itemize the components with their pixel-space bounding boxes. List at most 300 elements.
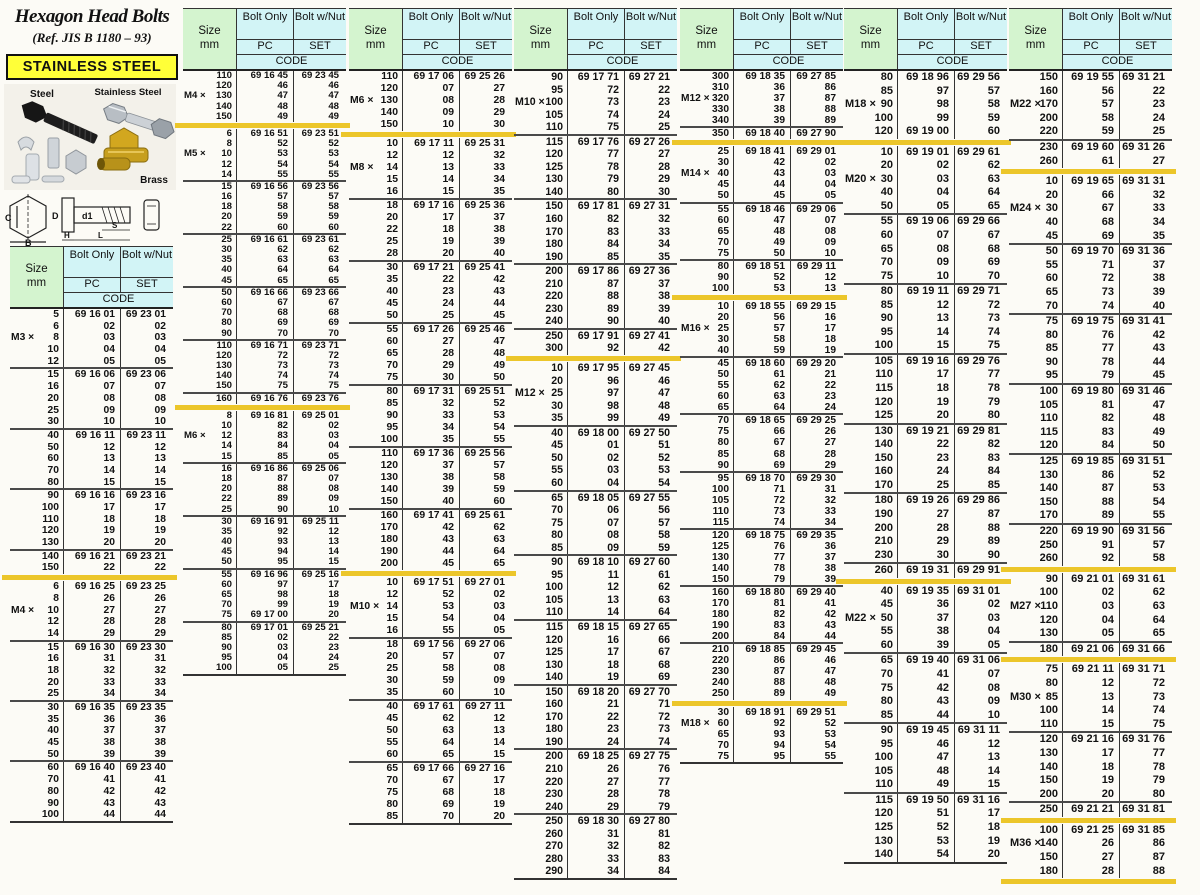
size-value: 45 — [386, 713, 398, 724]
table-row — [1009, 259, 1172, 273]
pc-code-cell: 96 — [568, 375, 625, 388]
pc-code-cell: 69 17 66 — [403, 763, 460, 775]
table-row — [514, 330, 677, 343]
size-value: 30 — [47, 416, 59, 428]
table-row — [183, 112, 346, 122]
size-value: 70 — [47, 464, 59, 476]
size-cell — [680, 415, 734, 426]
size-value: 45 — [717, 358, 729, 370]
table-row — [349, 534, 512, 546]
bolt-table-3 — [349, 8, 512, 825]
pc-code-cell: 56 — [1063, 85, 1120, 99]
size-value: 160 — [545, 213, 563, 226]
set-code-cell: 50 — [1152, 439, 1165, 452]
set-code-cell: 79 — [658, 800, 670, 813]
size-group — [10, 490, 173, 548]
pc-code-cell: 27 — [1063, 851, 1120, 865]
size-cell — [10, 416, 64, 428]
size-group — [680, 587, 843, 642]
pc-header: PC — [568, 40, 625, 54]
size-value: 65 — [717, 728, 729, 740]
set-code-cell: 69 23 40 — [125, 762, 166, 774]
size-value: 150 — [545, 685, 563, 698]
size-cell — [844, 71, 898, 85]
table-row — [1009, 98, 1172, 112]
set-code-cell: 54 — [1152, 495, 1165, 508]
set-code-cell: 69 23 01 — [125, 309, 166, 320]
set-code-cell: 69 23 56 — [301, 180, 339, 192]
table-row — [183, 557, 346, 567]
pc-code-cell: 01 — [568, 439, 625, 452]
size-cell — [1009, 573, 1063, 587]
set-code-cell: 75 — [987, 339, 1000, 352]
table-row — [349, 460, 512, 472]
pc-code-cell: 55 — [403, 625, 460, 637]
metric-label: M12 × — [515, 387, 545, 400]
pc-code-cell: 38 — [64, 737, 121, 749]
size-cell — [1009, 718, 1063, 732]
size-cell — [1009, 71, 1063, 85]
table-row — [183, 452, 346, 462]
table-row — [1009, 300, 1172, 314]
table-row — [1009, 155, 1172, 169]
set-code-cell: 37 — [154, 725, 166, 737]
size-value: 60 — [717, 717, 729, 729]
pc-code-cell: 99 — [568, 412, 625, 425]
set-code-cell: 04 — [987, 625, 1000, 638]
size-value: 6 — [53, 320, 59, 332]
table-row — [514, 686, 677, 699]
table-row — [10, 562, 173, 574]
table-row — [844, 585, 1007, 599]
size-cell — [10, 393, 64, 405]
size-cell — [183, 505, 237, 515]
pc-code-cell: 08 — [64, 393, 121, 405]
set-code-cell: 69 25 26 — [464, 71, 505, 82]
set-code-cell: 69 29 11 — [796, 260, 836, 272]
set-code-cell: 16 — [824, 311, 836, 323]
table-row — [514, 387, 677, 400]
size-group — [1009, 733, 1172, 801]
set-code-cell: 05 — [824, 190, 836, 202]
size-group — [514, 492, 677, 555]
pc-code-cell: 02 — [237, 633, 294, 643]
size-cell — [349, 496, 403, 508]
size-value: 50 — [717, 190, 729, 202]
metric-label: M24 × — [1010, 202, 1041, 215]
size-value: 150 — [380, 496, 398, 507]
size-value: 140 — [1039, 837, 1058, 850]
table-row — [680, 104, 843, 115]
pc-code-cell: 28 — [64, 616, 121, 628]
size-cell — [680, 237, 734, 248]
set-code-cell: 35 — [493, 186, 505, 197]
size-group — [1009, 175, 1172, 243]
size-group — [183, 71, 346, 122]
size-value: 60 — [47, 453, 59, 465]
size-cell — [844, 256, 898, 270]
size-value: 140 — [545, 185, 563, 198]
table-row — [514, 148, 677, 161]
pc-code-cell: 83 — [1063, 426, 1120, 440]
size-group — [10, 581, 173, 639]
size-value: 10 — [221, 148, 232, 160]
code-header: CODE — [237, 54, 346, 69]
size-value: 30 — [386, 675, 398, 686]
size-group — [680, 415, 843, 470]
table-row — [10, 551, 173, 563]
metric-label: M18 × — [681, 717, 710, 729]
size-cell — [1009, 286, 1063, 300]
set-code-cell: 32 — [658, 213, 670, 226]
size-value: 50 — [880, 611, 893, 624]
pc-code-cell: 12 — [898, 299, 955, 313]
pc-code-cell: 69 16 35 — [64, 702, 121, 714]
pc-code-cell: 18 — [568, 659, 625, 672]
set-code-cell: 69 27 70 — [628, 685, 670, 698]
size-value: 6 — [53, 581, 59, 593]
size-cell — [514, 606, 568, 619]
set-code-cell: 69 25 06 — [301, 462, 339, 474]
size-cell — [844, 494, 898, 508]
set-code-cell: 55 — [493, 434, 505, 445]
size-cell — [514, 569, 568, 582]
pc-code-cell: 87 — [1063, 482, 1120, 496]
size-value: 30 — [717, 157, 729, 169]
size-value: 130 — [380, 472, 398, 483]
table-body — [10, 309, 173, 823]
size-cell — [349, 274, 403, 286]
table-row — [10, 393, 173, 405]
size-value: 150 — [380, 119, 398, 130]
set-code-cell: 71 — [658, 698, 670, 711]
pc-code-cell: 97 — [898, 85, 955, 99]
size-cell — [349, 749, 403, 761]
size-value: 160 — [545, 698, 563, 711]
size-value: 100 — [215, 662, 232, 674]
info-block — [4, 6, 180, 246]
table-row — [844, 639, 1007, 653]
pc-code-cell: 69 — [237, 318, 294, 328]
set-code-cell: 59 — [987, 111, 1000, 124]
size-value: 140 — [215, 100, 232, 112]
size-value: 40 — [1045, 215, 1058, 228]
pc-code-cell: 64 — [734, 402, 791, 413]
pc-code-cell: 33 — [64, 677, 121, 689]
pc-code-cell: 73 — [237, 361, 294, 371]
pc-code-cell: 92 — [1063, 552, 1120, 566]
set-code-cell: 90 — [987, 548, 1000, 561]
size-value: 16 — [47, 381, 59, 393]
pc-code-cell: 79 — [568, 173, 625, 186]
size-cell — [349, 236, 403, 248]
size-cell — [514, 659, 568, 672]
size-value: 210 — [545, 277, 563, 290]
size-cell — [1009, 342, 1063, 356]
pc-code-cell: 87 — [237, 474, 294, 484]
size-value: 85 — [386, 398, 398, 409]
size-value: 75 — [717, 750, 729, 762]
pc-code-cell: 22 — [403, 274, 460, 286]
table-row — [680, 402, 843, 413]
yellow-separator — [836, 579, 1011, 584]
size-value: 200 — [1039, 111, 1058, 124]
table-row — [1009, 315, 1172, 329]
pc-code-cell: 69 16 01 — [64, 309, 121, 321]
table-row — [183, 633, 346, 643]
size-cell — [844, 625, 898, 639]
size-group — [680, 261, 843, 294]
set-code-cell: 36 — [154, 713, 166, 725]
pc-code-cell: 60 — [237, 223, 294, 233]
set-code-cell: 19 — [154, 525, 166, 537]
pc-code-cell: 32 — [403, 398, 460, 410]
material-badge: STAINLESS STEEL — [6, 54, 178, 80]
size-value: 90 — [551, 556, 563, 569]
set-code-cell: 02 — [987, 598, 1000, 611]
size-value: 80 — [880, 695, 893, 708]
table-row — [1009, 356, 1172, 370]
set-code-cell: 46 — [658, 374, 670, 387]
pc-code-cell: 52 — [237, 139, 294, 149]
table-row — [1009, 614, 1172, 628]
table-row — [349, 138, 512, 150]
set-code-cell: 65 — [493, 558, 505, 569]
size-cell — [349, 336, 403, 348]
size-cell — [680, 677, 734, 688]
bolt-table-2 — [183, 8, 346, 676]
table-row — [349, 200, 512, 212]
table-row — [183, 590, 346, 600]
table-row — [183, 474, 346, 484]
pc-code-cell: 69 19 35 — [898, 585, 955, 599]
size-value: 20 — [551, 374, 563, 387]
pc-code-cell: 74 — [1063, 300, 1120, 314]
size-value: 10 — [47, 604, 59, 616]
size-value: 65 — [880, 242, 893, 255]
size-value: 180 — [874, 494, 893, 507]
table-row — [844, 326, 1007, 340]
size-value: 160 — [874, 465, 893, 478]
set-code-cell: 60 — [987, 125, 1000, 138]
pc-code-cell: 89 — [568, 303, 625, 316]
table-row — [680, 530, 843, 541]
set-code-cell: 17 — [824, 322, 836, 334]
set-code-cell: 81 — [658, 827, 670, 840]
size-header-cell: Size mm — [514, 9, 568, 69]
pc-code-cell: 69 17 91 — [568, 330, 625, 343]
size-value: 170 — [545, 225, 563, 238]
table-row — [844, 229, 1007, 243]
pc-code-cell: 76 — [734, 541, 791, 552]
pc-code-cell: 82 — [237, 421, 294, 431]
size-value: 16 — [386, 625, 398, 636]
table-row — [680, 272, 843, 283]
size-value: 160 — [712, 587, 729, 599]
set-code-cell: 72 — [1152, 676, 1165, 689]
size-value: 20 — [221, 483, 232, 495]
set-code-cell: 17 — [987, 807, 1000, 820]
pc-code-cell: 02 — [568, 452, 625, 465]
size-value: 70 — [880, 256, 893, 269]
table-row — [514, 542, 677, 555]
pc-code-cell: 69 17 31 — [403, 386, 460, 398]
size-cell — [514, 226, 568, 239]
metric-label: M10 × — [350, 601, 380, 612]
page-title: Hexagon Head Bolts — [14, 6, 170, 27]
size-value: 25 — [47, 404, 59, 416]
size-value: 130 — [874, 834, 893, 847]
set-code-cell: 57 — [1152, 538, 1165, 551]
size-cell — [10, 653, 64, 665]
table-row — [183, 505, 346, 515]
table-row — [1009, 865, 1172, 879]
table-row — [680, 261, 843, 272]
size-group — [10, 642, 173, 700]
pc-code-cell: 09 — [64, 405, 121, 417]
set-code-cell: 69 27 65 — [628, 620, 670, 633]
size-group — [1009, 663, 1172, 731]
pc-code-cell: 69 19 50 — [898, 794, 955, 808]
size-cell — [514, 504, 568, 517]
pc-code-cell: 72 — [237, 351, 294, 361]
size-cell — [514, 594, 568, 607]
size-cell — [514, 148, 568, 161]
pc-code-cell: 86 — [1063, 469, 1120, 483]
size-cell — [349, 775, 403, 787]
size-value: 160 — [380, 510, 398, 521]
size-cell — [844, 654, 898, 668]
size-value: 100 — [380, 434, 398, 445]
table-row — [844, 452, 1007, 466]
size-cell — [349, 310, 403, 322]
size-value: 75 — [386, 372, 398, 383]
size-group — [349, 138, 512, 198]
size-value: 90 — [717, 459, 729, 471]
size-value: 20 — [386, 651, 398, 662]
size-cell — [680, 226, 734, 237]
table-row — [1009, 272, 1172, 286]
size-cell — [1009, 496, 1063, 510]
pc-code-cell: 72 — [568, 84, 625, 97]
size-cell — [514, 278, 568, 291]
set-code-cell: 69 23 71 — [301, 339, 339, 351]
pc-code-cell: 43 — [734, 168, 791, 179]
bolt-table-5 — [680, 8, 843, 764]
set-code-cell: 44 — [493, 298, 505, 309]
pc-code-cell: 28 — [898, 522, 955, 536]
size-cell — [680, 146, 734, 157]
set-code-cell: 69 27 90 — [796, 128, 836, 140]
size-group — [514, 362, 677, 425]
size-cell — [349, 224, 403, 236]
set-code-cell: 33 — [154, 676, 166, 688]
size-value: 30 — [47, 702, 59, 713]
pc-code-cell: 75 — [568, 121, 625, 134]
pc-code-cell: 08 — [568, 529, 625, 542]
size-cell — [349, 186, 403, 198]
size-cell — [10, 525, 64, 537]
table-row — [844, 738, 1007, 752]
size-cell — [183, 557, 237, 567]
pc-code-cell: 31 — [64, 653, 121, 665]
table-header — [349, 8, 512, 71]
size-cell — [10, 616, 64, 628]
metric-label: M22 × — [1010, 98, 1041, 111]
size-value: 105 — [874, 354, 893, 367]
size-cell — [1009, 704, 1063, 718]
code-header: CODE — [1063, 54, 1172, 69]
size-cell — [844, 709, 898, 723]
table-row — [844, 285, 1007, 299]
set-code-cell: 75 — [1152, 717, 1165, 730]
set-code-cell: 54 — [328, 158, 339, 170]
size-value: 140 — [1039, 482, 1058, 495]
table-row — [514, 698, 677, 711]
pc-code-cell: 47 — [898, 751, 955, 765]
yellow-separator — [1001, 657, 1176, 662]
table-row — [183, 431, 346, 441]
size-value: 65 — [880, 654, 893, 667]
size-value: 320 — [712, 93, 729, 105]
size-value: 110 — [42, 513, 59, 525]
table-row — [10, 525, 173, 537]
set-code-cell: 39 — [1152, 285, 1165, 298]
set-code-cell: 52 — [328, 138, 339, 150]
pc-code-cell: 92 — [734, 718, 791, 729]
pc-code-cell: 94 — [237, 547, 294, 557]
set-code-cell: 32 — [1152, 188, 1165, 201]
table-row — [349, 601, 512, 613]
size-value: 120 — [215, 349, 232, 361]
table-body — [1009, 71, 1172, 884]
pc-code-cell: 47 — [734, 215, 791, 226]
size-value: 340 — [712, 115, 729, 127]
pc-code-cell: 69 18 40 — [734, 128, 791, 139]
pc-code-cell: 69 21 01 — [1063, 573, 1120, 587]
pc-code-cell: 83 — [568, 226, 625, 239]
set-code-cell: 09 — [493, 675, 505, 686]
pc-code-cell: 69 18 60 — [734, 358, 791, 369]
size-cell — [514, 556, 568, 569]
size-cell — [844, 794, 898, 808]
size-cell — [514, 136, 568, 149]
table-row — [514, 711, 677, 724]
size-value: 100 — [41, 809, 59, 821]
set-code-cell: 38 — [1152, 272, 1165, 285]
metric-label: M36 × — [1010, 837, 1041, 850]
pc-code-cell: 14 — [898, 326, 955, 340]
pc-code-cell: 07 — [64, 381, 121, 393]
size-header-cell: Size mm — [10, 247, 64, 307]
set-code-cell: 68 — [328, 307, 339, 319]
set-code-cell: 43 — [154, 797, 166, 809]
set-code-cell: 63 — [493, 534, 505, 545]
bolt-table-4 — [514, 8, 677, 880]
table-row — [1009, 202, 1172, 216]
size-value: 85 — [551, 541, 563, 554]
size-value: 45 — [221, 274, 232, 286]
table-row — [844, 396, 1007, 410]
table-row — [10, 725, 173, 737]
size-group — [680, 71, 843, 126]
set-code-cell: 69 27 85 — [796, 71, 836, 82]
size-value: 90 — [880, 312, 893, 325]
size-value: 220 — [1039, 525, 1058, 537]
size-group — [183, 235, 346, 286]
pc-code-cell: 29 — [898, 535, 955, 549]
size-value: 230 — [545, 788, 563, 801]
